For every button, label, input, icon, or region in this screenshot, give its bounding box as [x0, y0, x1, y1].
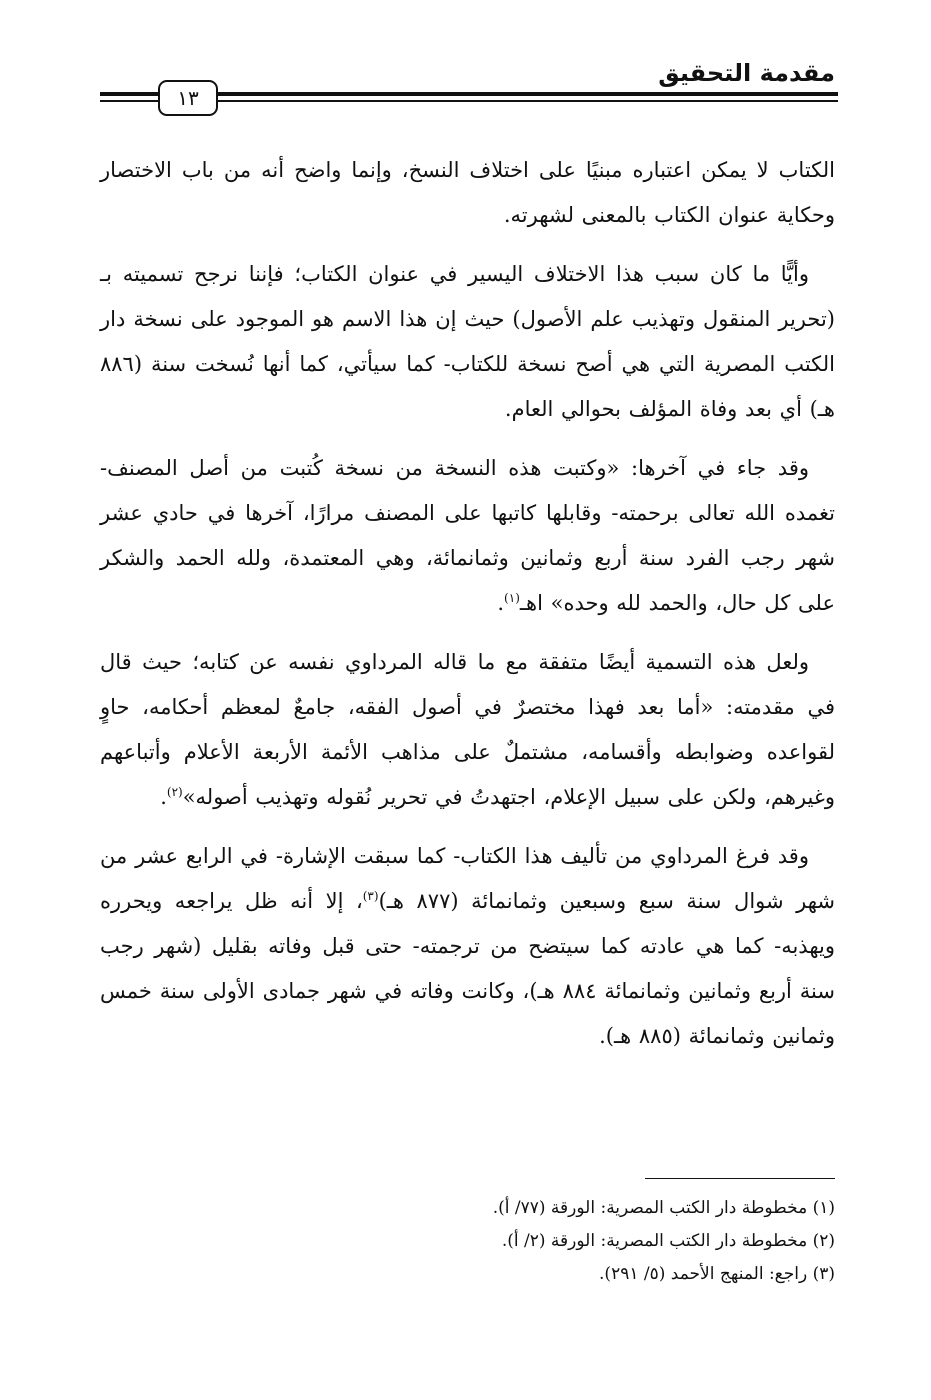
- footnote: (١) مخطوطة دار الكتب المصرية: الورقة (٧٧/ أ).: [492, 1198, 835, 1218]
- running-title: مقدمة التحقيق: [658, 59, 835, 87]
- paragraph: [100, 834, 835, 1059]
- paragraph-text: ولعل هذه التسمية أيضًا متفقة مع ما قاله المرداوي نفسه عن كتابه؛ حيث قال في مقدمته: «أما بعد فهذا مختصرٌ في أصول الفقه، جامعٌ لمعظم أحكامه، حاوٍ لقواعده وضوابطه وأقسامه، مشتملٌ على مذاهب الأئمة الأربعة الأعلام وأتباعهم وغيرهم، ولكن على سبيل الإعلام، اجتهدتُ في تحرير نُقوله وتهذيب أصوله»: [100, 650, 835, 809]
- footnote: (٣) راجع: المنهج الأحمد (٥/ ٢٩١).: [599, 1264, 835, 1284]
- paragraph-text: .: [497, 591, 505, 615]
- footnotes: [100, 1192, 835, 1291]
- paragraph-text: .: [160, 785, 167, 809]
- footnote-reference: (٢): [166, 785, 183, 799]
- paragraph-text: وقد فرغ المرداوي من تأليف هذا الكتاب- كما سبقت الإشارة- في الرابع عشر من شهر شوال سنة سبع وسبعين وثمانمائة (٨٧٧ هـ): [100, 844, 835, 913]
- footnote: (٢) مخطوطة دار الكتب المصرية: الورقة (٢/ أ).: [501, 1231, 835, 1251]
- paragraph-text: وقد جاء في آخرها: «وكتبت هذه النسخة من نسخة كُتبت من أصل المصنف- تغمده الله تعالى برحمته- وقابلها كاتبها على المصنف مرارًا، آخرها في حادي عشر شهر رجب الفرد سنة أربع وثمانين وثمانمائة، وهي المعتمدة، ولله الحمد والشكر على كل حال، والحمد لله وحده» اهـ: [100, 456, 835, 615]
- paragraph-text: ، إلا أنه ظل يراجعه ويحرره ويهذبه- كما هي عادته كما سيتضح من ترجمته- حتى قبل وفاته بقليل (شهر رجب سنة أربع وثمانين وثمانمائة ٨٨٤ هـ)، وكانت وفاته في شهر جمادى الأولى سنة خمس وثمانين وثمانمائة (٨٨٥ هـ).: [100, 889, 835, 1048]
- paragraph: وأيًّا ما كان سبب هذا الاختلاف اليسير في عنوان الكتاب؛ فإننا نرجح تسميته بـ (تحرير المنقول وتهذيب علم الأصول) حيث إن هذا الاسم هو الموجود على نسخة دار الكتب المصرية التي هي أصح نسخة للكتاب- كما سيأتي، كما أنها نُسخت سنة (٨٨٦ هـ) أي بعد وفاة المؤلف بحوالي العام.: [100, 262, 835, 421]
- paragraph: [100, 640, 835, 820]
- footnote-reference: (١): [504, 591, 520, 605]
- page-number: ١٣: [158, 80, 218, 116]
- paragraph: الكتاب لا يمكن اعتباره مبنيًا على اختلاف النسخ، وإنما واضح أنه من باب الاختصار وحكاية عنوان الكتاب بالمعنى لشهرته.: [100, 158, 835, 227]
- footnote-separator: [645, 1178, 835, 1179]
- footnote-reference: (٣): [362, 889, 379, 903]
- paragraph: [100, 446, 835, 626]
- body-text: [100, 148, 835, 1073]
